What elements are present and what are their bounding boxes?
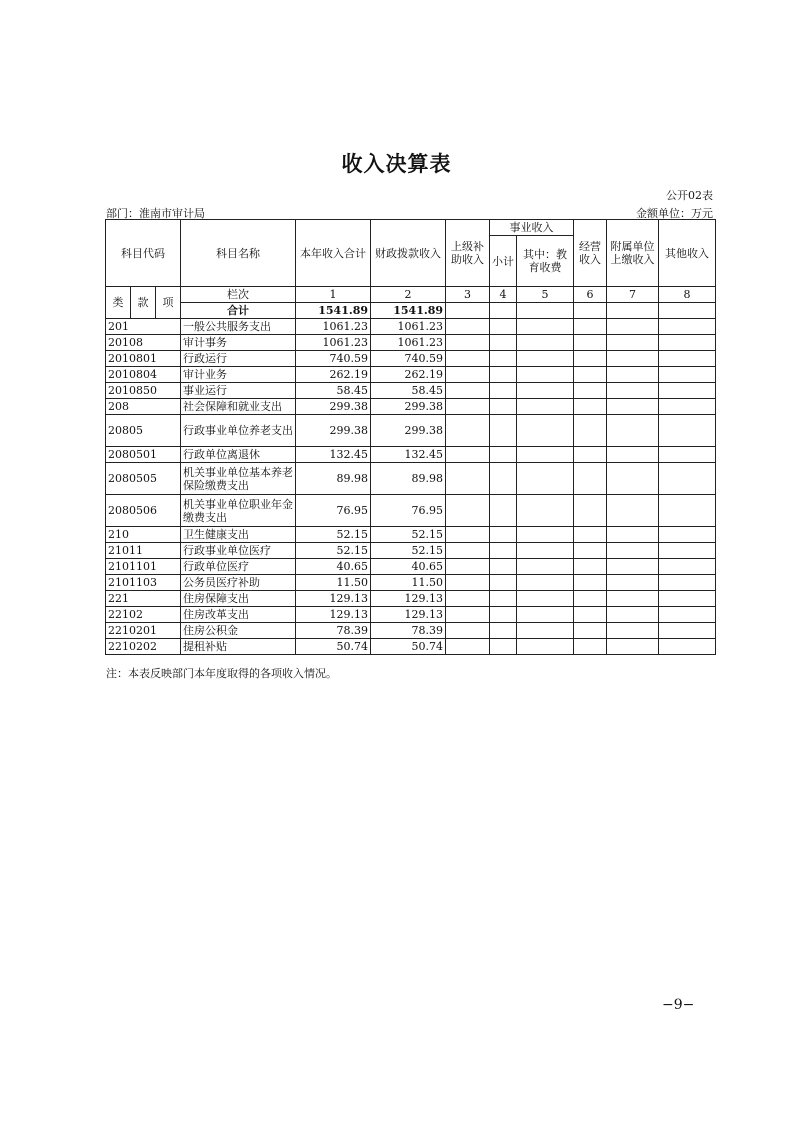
income-table xyxy=(105,219,716,655)
subject-code-cell: 2101103 xyxy=(106,575,181,591)
header-superior-subsidy: 上级补助收入 xyxy=(446,220,490,287)
table-row xyxy=(106,495,716,527)
empty-cell xyxy=(574,415,607,447)
table-row xyxy=(106,335,716,351)
subject-name-cell: 提租补贴 xyxy=(181,639,296,655)
empty-cell xyxy=(490,543,517,559)
empty-cell xyxy=(490,495,517,527)
fiscal-allocation-cell: 1061.23 xyxy=(371,319,446,335)
col-number: 5 xyxy=(517,287,574,303)
fiscal-allocation-cell: 52.15 xyxy=(371,527,446,543)
col-number: 2 xyxy=(371,287,446,303)
empty-cell xyxy=(607,383,659,399)
empty-cell xyxy=(490,607,517,623)
empty-cell xyxy=(446,447,490,463)
fiscal-allocation-cell: 89.98 xyxy=(371,463,446,495)
table-row xyxy=(106,623,716,639)
empty-cell xyxy=(574,623,607,639)
subject-code-cell: 20805 xyxy=(106,415,181,447)
empty-cell xyxy=(574,335,607,351)
empty-cell xyxy=(490,591,517,607)
subject-code-cell: 2080506 xyxy=(106,495,181,527)
empty-cell xyxy=(446,543,490,559)
total-income-cell: 299.38 xyxy=(296,399,371,415)
empty-cell xyxy=(659,639,716,655)
fiscal-allocation-cell: 76.95 xyxy=(371,495,446,527)
empty-cell xyxy=(517,399,574,415)
empty-cell xyxy=(517,351,574,367)
empty-cell xyxy=(490,399,517,415)
empty-cell xyxy=(574,463,607,495)
fiscal-allocation-cell: 78.39 xyxy=(371,623,446,639)
header-subject-code: 科目代码 xyxy=(106,220,181,287)
total-income-cell: 52.15 xyxy=(296,543,371,559)
empty-cell xyxy=(517,591,574,607)
table-row xyxy=(106,543,716,559)
empty-cell xyxy=(517,543,574,559)
empty-cell xyxy=(574,399,607,415)
total-income-cell: 50.74 xyxy=(296,639,371,655)
empty-cell xyxy=(659,543,716,559)
empty-cell xyxy=(574,575,607,591)
col-number: 6 xyxy=(574,287,607,303)
empty-cell xyxy=(607,639,659,655)
header-subject-name: 科目名称 xyxy=(181,220,296,287)
empty-cell xyxy=(490,447,517,463)
subject-name-cell: 住房公积金 xyxy=(181,623,296,639)
table-row xyxy=(106,367,716,383)
empty-cell xyxy=(574,319,607,335)
empty-cell xyxy=(574,591,607,607)
empty-cell xyxy=(517,623,574,639)
empty-cell xyxy=(446,639,490,655)
empty-cell xyxy=(574,383,607,399)
empty-cell xyxy=(659,575,716,591)
empty-cell xyxy=(446,575,490,591)
empty-cell xyxy=(659,415,716,447)
subject-name-cell: 卫生健康支出 xyxy=(181,527,296,543)
subject-name-cell: 公务员医疗补助 xyxy=(181,575,296,591)
header-total-income: 本年收入合计 xyxy=(296,220,371,287)
empty-cell xyxy=(490,559,517,575)
table-body xyxy=(106,319,716,655)
empty-cell xyxy=(607,447,659,463)
subject-name-cell: 住房改革支出 xyxy=(181,607,296,623)
header-column-order: 栏次 xyxy=(181,287,296,303)
fiscal-allocation-cell: 262.19 xyxy=(371,367,446,383)
empty-cell xyxy=(607,575,659,591)
col-number: 8 xyxy=(659,287,716,303)
empty-cell xyxy=(607,559,659,575)
table-row xyxy=(106,463,716,495)
subject-code-cell: 22102 xyxy=(106,607,181,623)
header-fiscal-allocation: 财政拨款收入 xyxy=(371,220,446,287)
empty-cell xyxy=(517,463,574,495)
amount-unit-label: 金额单位：万元 xyxy=(636,207,713,220)
empty-cell xyxy=(446,623,490,639)
total-income-cell: 78.39 xyxy=(296,623,371,639)
form-code: 公开02表 xyxy=(666,189,713,202)
col-number: 3 xyxy=(446,287,490,303)
table-row xyxy=(106,527,716,543)
subject-name-cell: 行政单位医疗 xyxy=(181,559,296,575)
empty-cell xyxy=(517,607,574,623)
empty-cell xyxy=(517,495,574,527)
table-row xyxy=(106,351,716,367)
empty-cell xyxy=(659,607,716,623)
header-affiliate-income: 附属单位上缴收入 xyxy=(607,220,659,287)
empty-cell xyxy=(490,335,517,351)
header-business-income: 事业收入 xyxy=(490,220,574,236)
empty-cell xyxy=(574,367,607,383)
total-income-cell: 740.59 xyxy=(296,351,371,367)
table-row xyxy=(106,383,716,399)
subject-name-cell: 审计业务 xyxy=(181,367,296,383)
subject-code-cell: 2101101 xyxy=(106,559,181,575)
empty-cell xyxy=(446,463,490,495)
total-income-cell: 52.15 xyxy=(296,527,371,543)
empty-cell xyxy=(446,495,490,527)
table-row xyxy=(106,575,716,591)
header-subtotal: 小计 xyxy=(490,236,517,287)
empty-cell xyxy=(607,543,659,559)
header-row-3 xyxy=(106,287,716,303)
subject-code-cell: 2210202 xyxy=(106,639,181,655)
table-row xyxy=(106,415,716,447)
empty-cell xyxy=(574,447,607,463)
total-income-cell: 129.13 xyxy=(296,607,371,623)
total-income-cell: 129.13 xyxy=(296,591,371,607)
total-row xyxy=(106,303,716,319)
fiscal-allocation-cell: 52.15 xyxy=(371,543,446,559)
total-label: 合计 xyxy=(181,303,296,319)
empty-cell xyxy=(490,383,517,399)
empty-cell xyxy=(490,367,517,383)
fiscal-allocation-cell: 299.38 xyxy=(371,415,446,447)
subject-code-cell: 20108 xyxy=(106,335,181,351)
fiscal-allocation-cell: 129.13 xyxy=(371,591,446,607)
empty-cell xyxy=(517,335,574,351)
empty-cell xyxy=(659,447,716,463)
empty-cell xyxy=(659,495,716,527)
empty-cell xyxy=(446,367,490,383)
col-number: 1 xyxy=(296,287,371,303)
empty-cell xyxy=(607,463,659,495)
subject-name-cell: 行政事业单位医疗 xyxy=(181,543,296,559)
table-row xyxy=(106,639,716,655)
total-income-cell: 40.65 xyxy=(296,559,371,575)
empty-cell xyxy=(490,319,517,335)
fiscal-allocation-cell: 58.45 xyxy=(371,383,446,399)
empty-cell xyxy=(517,559,574,575)
empty-cell xyxy=(659,623,716,639)
empty-cell xyxy=(574,495,607,527)
fiscal-allocation-cell: 129.13 xyxy=(371,607,446,623)
fiscal-allocation-cell: 40.65 xyxy=(371,559,446,575)
fiscal-allocation-cell: 132.45 xyxy=(371,447,446,463)
subject-code-cell: 21011 xyxy=(106,543,181,559)
empty-cell xyxy=(446,383,490,399)
header-lei: 类 xyxy=(106,287,131,319)
header-other-income: 其他收入 xyxy=(659,220,716,287)
empty-cell xyxy=(607,591,659,607)
subject-name-cell: 社会保障和就业支出 xyxy=(181,399,296,415)
subject-name-cell: 行政单位离退休 xyxy=(181,447,296,463)
subject-name-cell: 住房保障支出 xyxy=(181,591,296,607)
empty-cell xyxy=(607,607,659,623)
empty-cell xyxy=(607,495,659,527)
empty-cell xyxy=(574,559,607,575)
empty-cell xyxy=(659,527,716,543)
empty-cell xyxy=(607,319,659,335)
total-income-cell: 299.38 xyxy=(296,415,371,447)
empty-cell xyxy=(574,351,607,367)
empty-cell xyxy=(607,399,659,415)
subject-name-cell: 机关事业单位基本养老保险缴费支出 xyxy=(181,463,296,495)
subject-code-cell: 2010804 xyxy=(106,367,181,383)
table-row xyxy=(106,559,716,575)
col-number: 4 xyxy=(490,287,517,303)
empty-cell xyxy=(517,319,574,335)
total-income-cell: 1061.23 xyxy=(296,319,371,335)
subject-name-cell: 行政事业单位养老支出 xyxy=(181,415,296,447)
department-label: 部门：淮南市审计局 xyxy=(106,207,205,220)
empty-cell xyxy=(607,527,659,543)
empty-cell xyxy=(607,623,659,639)
table-row xyxy=(106,447,716,463)
table-row xyxy=(106,591,716,607)
subject-code-cell: 201 xyxy=(106,319,181,335)
empty-cell xyxy=(490,575,517,591)
table-row xyxy=(106,319,716,335)
empty-cell xyxy=(659,367,716,383)
subject-code-cell: 2080505 xyxy=(106,463,181,495)
empty-cell xyxy=(659,399,716,415)
total-income-cell: 11.50 xyxy=(296,575,371,591)
fiscal-allocation-cell: 740.59 xyxy=(371,351,446,367)
empty-cell xyxy=(659,351,716,367)
empty-cell xyxy=(607,351,659,367)
empty-cell xyxy=(659,559,716,575)
table-note: 注：本表反映部门本年度取得的各项收入情况。 xyxy=(106,667,337,680)
total-income-cell: 58.45 xyxy=(296,383,371,399)
subject-code-cell: 221 xyxy=(106,591,181,607)
subject-name-cell: 事业运行 xyxy=(181,383,296,399)
subject-name-cell: 机关事业单位职业年金缴费支出 xyxy=(181,495,296,527)
header-xiang: 项 xyxy=(156,287,181,319)
subject-name-cell: 审计事务 xyxy=(181,335,296,351)
empty-cell xyxy=(659,319,716,335)
empty-cell xyxy=(446,351,490,367)
empty-cell xyxy=(659,335,716,351)
empty-cell xyxy=(517,575,574,591)
empty-cell xyxy=(446,607,490,623)
subject-code-cell: 2010850 xyxy=(106,383,181,399)
empty-cell xyxy=(574,639,607,655)
total-income-cell: 262.19 xyxy=(296,367,371,383)
subject-name-cell: 行政运行 xyxy=(181,351,296,367)
header-operating-income: 经营收入 xyxy=(574,220,607,287)
total-income-value: 1541.89 xyxy=(296,303,371,319)
subject-code-cell: 2080501 xyxy=(106,447,181,463)
header-row-1 xyxy=(106,220,716,236)
table-row xyxy=(106,607,716,623)
table-row xyxy=(106,399,716,415)
empty-cell xyxy=(490,351,517,367)
subject-code-cell: 2010801 xyxy=(106,351,181,367)
page-number: −9− xyxy=(662,997,695,1013)
empty-cell xyxy=(574,607,607,623)
header-kuan: 款 xyxy=(131,287,156,319)
empty-cell xyxy=(659,463,716,495)
empty-cell xyxy=(446,335,490,351)
fiscal-allocation-cell: 50.74 xyxy=(371,639,446,655)
empty-cell xyxy=(659,591,716,607)
fiscal-allocation-cell: 1061.23 xyxy=(371,335,446,351)
empty-cell xyxy=(490,463,517,495)
empty-cell xyxy=(490,527,517,543)
subject-name-cell: 一般公共服务支出 xyxy=(181,319,296,335)
col-number: 7 xyxy=(607,287,659,303)
empty-cell xyxy=(446,415,490,447)
subject-code-cell: 210 xyxy=(106,527,181,543)
total-income-cell: 132.45 xyxy=(296,447,371,463)
empty-cell xyxy=(607,415,659,447)
total-income-cell: 76.95 xyxy=(296,495,371,527)
empty-cell xyxy=(446,591,490,607)
page-title: 收入决算表 xyxy=(341,152,452,176)
empty-cell xyxy=(490,415,517,447)
total-income-cell: 89.98 xyxy=(296,463,371,495)
empty-cell xyxy=(607,367,659,383)
empty-cell xyxy=(446,559,490,575)
empty-cell xyxy=(659,383,716,399)
empty-cell xyxy=(446,399,490,415)
fiscal-allocation-cell: 11.50 xyxy=(371,575,446,591)
empty-cell xyxy=(517,383,574,399)
empty-cell xyxy=(490,639,517,655)
total-income-cell: 1061.23 xyxy=(296,335,371,351)
total-fiscal-value: 1541.89 xyxy=(371,303,446,319)
header-education-fee: 其中：教育收费 xyxy=(517,236,574,287)
empty-cell xyxy=(517,639,574,655)
empty-cell xyxy=(607,335,659,351)
empty-cell xyxy=(446,319,490,335)
empty-cell xyxy=(490,623,517,639)
subject-code-cell: 208 xyxy=(106,399,181,415)
empty-cell xyxy=(517,415,574,447)
fiscal-allocation-cell: 299.38 xyxy=(371,399,446,415)
subject-code-cell: 2210201 xyxy=(106,623,181,639)
empty-cell xyxy=(517,447,574,463)
empty-cell xyxy=(517,367,574,383)
empty-cell xyxy=(517,527,574,543)
empty-cell xyxy=(446,527,490,543)
empty-cell xyxy=(574,527,607,543)
empty-cell xyxy=(574,543,607,559)
